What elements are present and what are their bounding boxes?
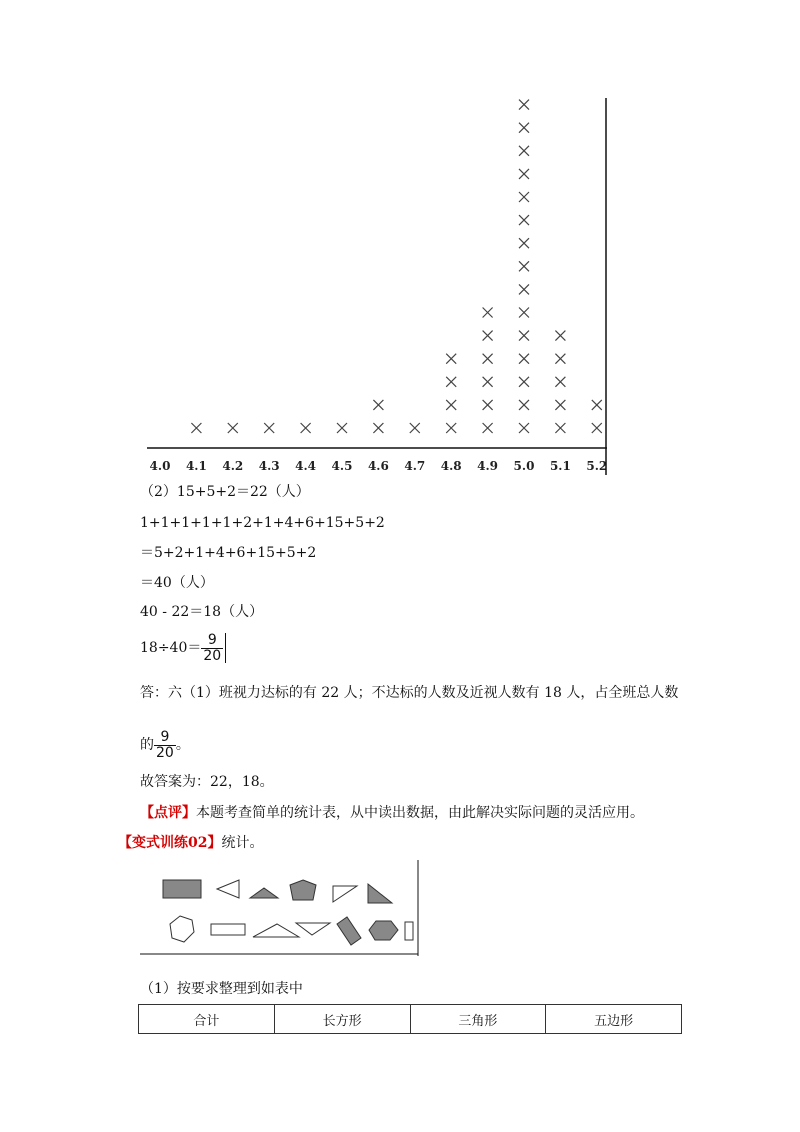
cross-mark-5-0 bbox=[519, 284, 529, 294]
variant-tag: 【变式训练02】 bbox=[118, 835, 222, 851]
answer-fraction bbox=[154, 730, 176, 760]
tally-table bbox=[138, 1004, 682, 1034]
fraction-9-20 bbox=[201, 633, 226, 663]
fraction-numerator: 9 bbox=[207, 632, 217, 648]
tick-label-5-0: 5.0 bbox=[513, 459, 535, 473]
cross-mark-5-0 bbox=[519, 169, 529, 179]
answer-line: 答：六（1）班视力达标的有 22 人；不达标的人数及近视人数有 18 人，占全班总人数 bbox=[140, 685, 679, 701]
triangle-shape-outline-wide bbox=[253, 924, 299, 937]
cross-mark-5-1 bbox=[555, 354, 565, 364]
tick-label-4-3: 4.3 bbox=[258, 459, 280, 473]
cross-mark-5-0 bbox=[519, 100, 529, 110]
hexagon-shape-filled bbox=[369, 921, 398, 940]
cross-mark-5-0 bbox=[519, 192, 529, 202]
comment-line bbox=[140, 806, 644, 820]
cross-mark-4-6 bbox=[373, 423, 383, 433]
tick-label-4-6: 4.6 bbox=[367, 459, 389, 473]
cross-mark-5-2 bbox=[592, 423, 602, 433]
calc-line-6 bbox=[140, 633, 226, 663]
hexagon-shape-outline bbox=[170, 916, 194, 942]
table-header-rectangle: 长方形 bbox=[274, 1005, 410, 1034]
cross-mark-5-1 bbox=[555, 400, 565, 410]
pentagon-shape-filled bbox=[290, 880, 316, 900]
cross-mark-5-1 bbox=[555, 423, 565, 433]
cross-mark-5-0 bbox=[519, 123, 529, 133]
cross-mark-4-9 bbox=[483, 423, 493, 433]
tick-label-5-1: 5.1 bbox=[549, 459, 571, 473]
cross-mark-4-9 bbox=[483, 400, 493, 410]
cross-mark-5-2 bbox=[592, 400, 602, 410]
tick-label-5-2: 5.2 bbox=[586, 459, 608, 473]
variant-line bbox=[118, 836, 263, 850]
small-rectangle-shape-outline bbox=[405, 922, 413, 940]
parallelogram-shape-filled bbox=[337, 917, 361, 945]
result-line: 故答案为：22，18。 bbox=[140, 774, 274, 790]
cross-mark-4-8 bbox=[446, 354, 456, 364]
inverted-triangle-shape-outline bbox=[296, 923, 330, 935]
triangle-shape-outline bbox=[217, 880, 239, 898]
cross-mark-4-9 bbox=[483, 331, 493, 341]
answer-line-2 bbox=[140, 730, 190, 760]
cross-mark-4-6 bbox=[373, 400, 383, 410]
variant-text: 统计。 bbox=[221, 835, 264, 851]
answer-suffix: 。 bbox=[175, 737, 190, 754]
tick-label-4-1: 4.1 bbox=[185, 459, 207, 473]
answer-prefix: 的 bbox=[140, 737, 154, 754]
table-header-triangle: 三角形 bbox=[410, 1005, 546, 1034]
answer-fraction-numerator: 9 bbox=[160, 729, 170, 745]
cross-mark-5-0 bbox=[519, 146, 529, 156]
calc-line-6-prefix: 18÷40＝ bbox=[140, 640, 202, 657]
cross-mark-5-0 bbox=[519, 331, 529, 341]
calc-line-2: 1+1+1+1+1+2+1+4+6+15+5+2 bbox=[140, 515, 385, 531]
cross-mark-4-8 bbox=[446, 400, 456, 410]
cross-mark-5-0 bbox=[519, 354, 529, 364]
cross-mark-4-9 bbox=[483, 308, 493, 318]
cross-mark-5-0 bbox=[519, 423, 529, 433]
rectangle-shape-filled bbox=[163, 880, 201, 898]
table-header-total: 合计 bbox=[139, 1005, 275, 1034]
table-header-pentagon: 五边形 bbox=[546, 1005, 682, 1034]
cross-mark-5-0 bbox=[519, 238, 529, 248]
tick-label-4-2: 4.2 bbox=[222, 459, 244, 473]
cross-mark-4-3 bbox=[264, 423, 274, 433]
cross-mark-5-1 bbox=[555, 331, 565, 341]
table-row bbox=[139, 1005, 682, 1034]
comment-text: 本题考查简单的统计表，从中读出数据，由此解决实际问题的灵活应用。 bbox=[196, 805, 644, 821]
tick-label-4-0: 4.0 bbox=[149, 459, 171, 473]
cross-mark-4-9 bbox=[483, 377, 493, 387]
task-1-line: （1）按要求整理到如表中 bbox=[140, 981, 303, 997]
answer-fraction-denominator: 20 bbox=[156, 744, 174, 761]
cross-mark-4-4 bbox=[301, 423, 311, 433]
cross-mark-4-8 bbox=[446, 423, 456, 433]
cross-mark-4-5 bbox=[337, 423, 347, 433]
cross-mark-4-8 bbox=[446, 377, 456, 387]
fraction-denominator: 20 bbox=[203, 647, 222, 664]
rectangle-shape-outline bbox=[211, 924, 245, 935]
tick-label-4-9: 4.9 bbox=[477, 459, 499, 473]
cross-mark-5-0 bbox=[519, 400, 529, 410]
tick-label-4-5: 4.5 bbox=[331, 459, 353, 473]
cross-mark-5-0 bbox=[519, 308, 529, 318]
dot-plot-chart bbox=[145, 90, 615, 480]
right-triangle-shape-filled bbox=[368, 884, 392, 903]
cross-mark-5-0 bbox=[519, 377, 529, 387]
cross-mark-4-7 bbox=[410, 423, 420, 433]
cross-mark-4-1 bbox=[191, 423, 201, 433]
calc-line-1: （2）15+5+2＝22（人） bbox=[140, 484, 310, 500]
right-triangle-shape-outline bbox=[333, 886, 357, 902]
cross-mark-5-0 bbox=[519, 215, 529, 225]
shapes-figure bbox=[140, 858, 425, 958]
tick-label-4-8: 4.8 bbox=[440, 459, 462, 473]
calc-line-3: ＝5+2+1+4+6+15+5+2 bbox=[140, 545, 317, 561]
cross-mark-5-1 bbox=[555, 377, 565, 387]
comment-tag: 【点评】 bbox=[140, 805, 196, 821]
cross-mark-4-2 bbox=[228, 423, 238, 433]
tick-label-4-7: 4.7 bbox=[404, 459, 426, 473]
calc-line-5: 40 - 22＝18（人） bbox=[140, 604, 264, 620]
calc-line-4: ＝40（人） bbox=[140, 575, 214, 591]
tick-label-4-4: 4.4 bbox=[295, 459, 317, 473]
triangle-shape-filled bbox=[250, 888, 278, 898]
cross-mark-4-9 bbox=[483, 354, 493, 364]
cross-mark-5-0 bbox=[519, 261, 529, 271]
